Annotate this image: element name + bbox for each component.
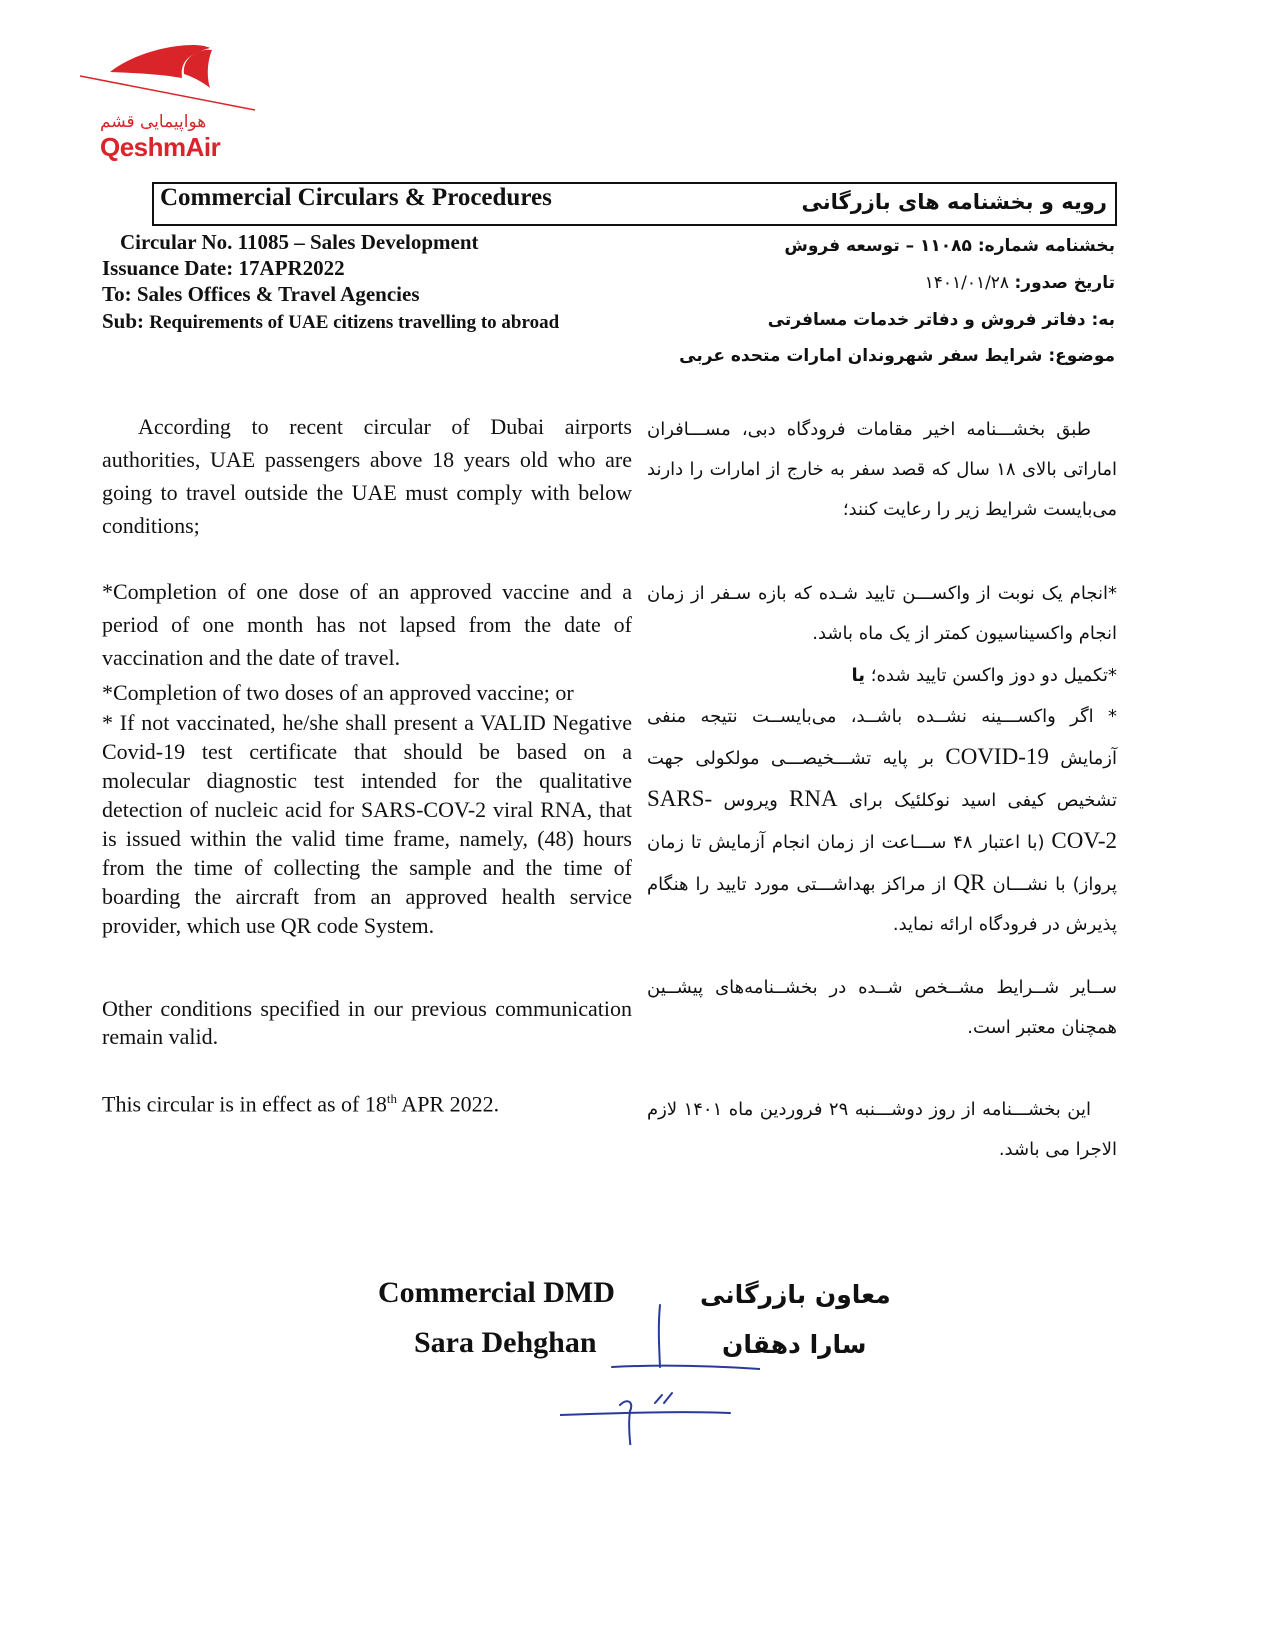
pcr-fa-qr: QR	[953, 870, 986, 895]
effective-date-en	[102, 1082, 632, 1120]
pcr-fa-part-b: بر پایه تشـــخیصـــی مولکولی جهت تشخیص کیفی اسید نوکلئیک برای	[647, 748, 1117, 811]
circular-number-en: Circular No. 11085 – Sales Development	[120, 230, 479, 254]
signatory-name-fa: سارا دهقان	[722, 1330, 867, 1359]
other-conditions-fa: ســایر شــرایط مشــخص شــده در بخشــنامه‌های پیشــین همچنان معتبر است.	[647, 977, 1117, 1038]
recipients-en	[102, 282, 420, 307]
intro-paragraph-en: According to recent circular of Dubai airports authorities, UAE passengers above 18 years old who are going to travel outside the UAE must comply with below conditions;	[102, 414, 632, 538]
condition-pcr-test-fa	[647, 697, 1117, 945]
issuance-date-value: 17APR2022	[238, 256, 345, 280]
header-title-english: Commercial Circulars & Procedures	[160, 184, 552, 211]
pcr-fa-part-c: ویروس	[723, 790, 778, 811]
signature-lower-line	[560, 1412, 730, 1415]
condition-two-doses-en: *Completion of two doses of an approved vaccine; or	[102, 680, 574, 705]
pcr-fa-rna: RNA	[789, 786, 838, 811]
recipients-fa: به: دفاتر فروش و دفاتر خدمات مسافرتی	[767, 310, 1115, 330]
subject-en	[102, 309, 559, 334]
condition-or-fa: یا	[851, 665, 866, 686]
condition-one-dose-en: *Completion of one dose of an approved vaccine and a period of one month has not lapsed from the date of vaccination and the date of travel.	[102, 579, 632, 670]
pcr-fa-part-d: (با اعتبار ۴۸ ســـاعت از زمان انجام آزمایش تا زمان پرواز) با نشـــان	[647, 832, 1117, 895]
other-conditions-en: Other conditions specified in our previous communication remain valid.	[102, 996, 632, 1049]
condition-one-dose-fa: *انجام یک نوبت از واکســـن تایید شـده که بازه سـفر از زمان انجام واکسیناسیون کمتر از یک ماه باشد.	[647, 583, 1117, 644]
pcr-fa-part-a: * اگر واکســـینه نشــده باشــد، می‌بایســت نتیجه منفی آزمایش	[647, 706, 1117, 769]
intro-paragraph-fa: طبق بخشـــنامه اخیر مقامات فرودگاه دبی، مســـافران اماراتی بالای ۱۸ سال که قصد سفر به خارج از امارات را دارند می‌بایست شرایط زیر را رعایت کنند؛	[647, 419, 1118, 520]
recipients-value: Sales Offices & Travel Agencies	[136, 282, 420, 306]
pcr-fa-sars: SARS-COV-2	[647, 786, 1117, 853]
logo-text-persian: هواپیمایی قشم	[100, 112, 207, 132]
effective-date-month: APR 2022.	[397, 1091, 500, 1117]
logo-text-english: QeshmAir	[100, 132, 221, 162]
signatory-title-fa: معاون بازرگانی	[700, 1280, 891, 1309]
issuance-date-fa-value: ۱۴۰۱/۰۱/۲۸	[924, 273, 1010, 293]
issuance-date-en	[102, 256, 345, 281]
condition-pcr-test-en: * If not vaccinated, he/she shall present a VALID Negative Covid-19 test certificate that should be based on a molecular diagnostic test intended for the qualitative detection of nucleic acid for SARS-COV-2 viral RNA, that is issued within the valid time frame, namely, (48) hours from the time of collecting the sample and the time of boarding the aircraft from an approved health service provider, which use QR code System.	[102, 710, 632, 938]
signature-flourish	[655, 1393, 672, 1403]
signature-loop	[620, 1401, 632, 1445]
logo-swoosh-line	[80, 76, 255, 110]
issuance-date-label: Issuance Date:	[102, 256, 234, 280]
pcr-fa-covid: COVID-19	[945, 744, 1049, 769]
subject-value: Requirements of UAE citizens travelling to abroad	[149, 312, 560, 333]
subject-label: Sub:	[102, 309, 145, 333]
circular-number-fa: بخشنامه شماره: ۱۱۰۸۵ – توسعه فروش	[784, 236, 1115, 256]
issuance-date-fa	[925, 273, 1115, 293]
effective-date-fa: این بخشـــنامه از روز دوشـــنبه ۲۹ فروردین ماه ۱۴۰۱ لازم الاجرا می باشد.	[647, 1099, 1117, 1160]
effective-date-suffix: th	[386, 1091, 398, 1106]
signatory-name-en: Sara Dehghan	[414, 1326, 597, 1359]
signature-vertical-stroke	[659, 1305, 660, 1367]
condition-two-doses-fa-text: *تکمیل دو دوز واکسن تایید شده؛	[870, 665, 1117, 686]
pcr-fa-part-e: از مراکز بهداشـــتی مورد تایید را هنگام پذیرش در فرودگاه ارائه نماید.	[647, 874, 1117, 935]
effective-date-text: This circular is in effect as of 18	[102, 1091, 387, 1117]
signatory-title-en: Commercial DMD	[378, 1276, 615, 1309]
condition-two-doses-fa	[647, 656, 1117, 696]
recipients-label: To:	[102, 282, 132, 306]
signature-upper-line	[612, 1366, 760, 1369]
subject-fa: موضوع: شرایط سفر شهروندان امارات متحده عربی	[679, 346, 1115, 366]
issuance-date-fa-label: تاریخ صدور:	[1014, 273, 1115, 293]
handwritten-signature	[560, 1285, 760, 1445]
header-title-persian: رویه و بخشنامه های بازرگانی	[801, 190, 1107, 214]
